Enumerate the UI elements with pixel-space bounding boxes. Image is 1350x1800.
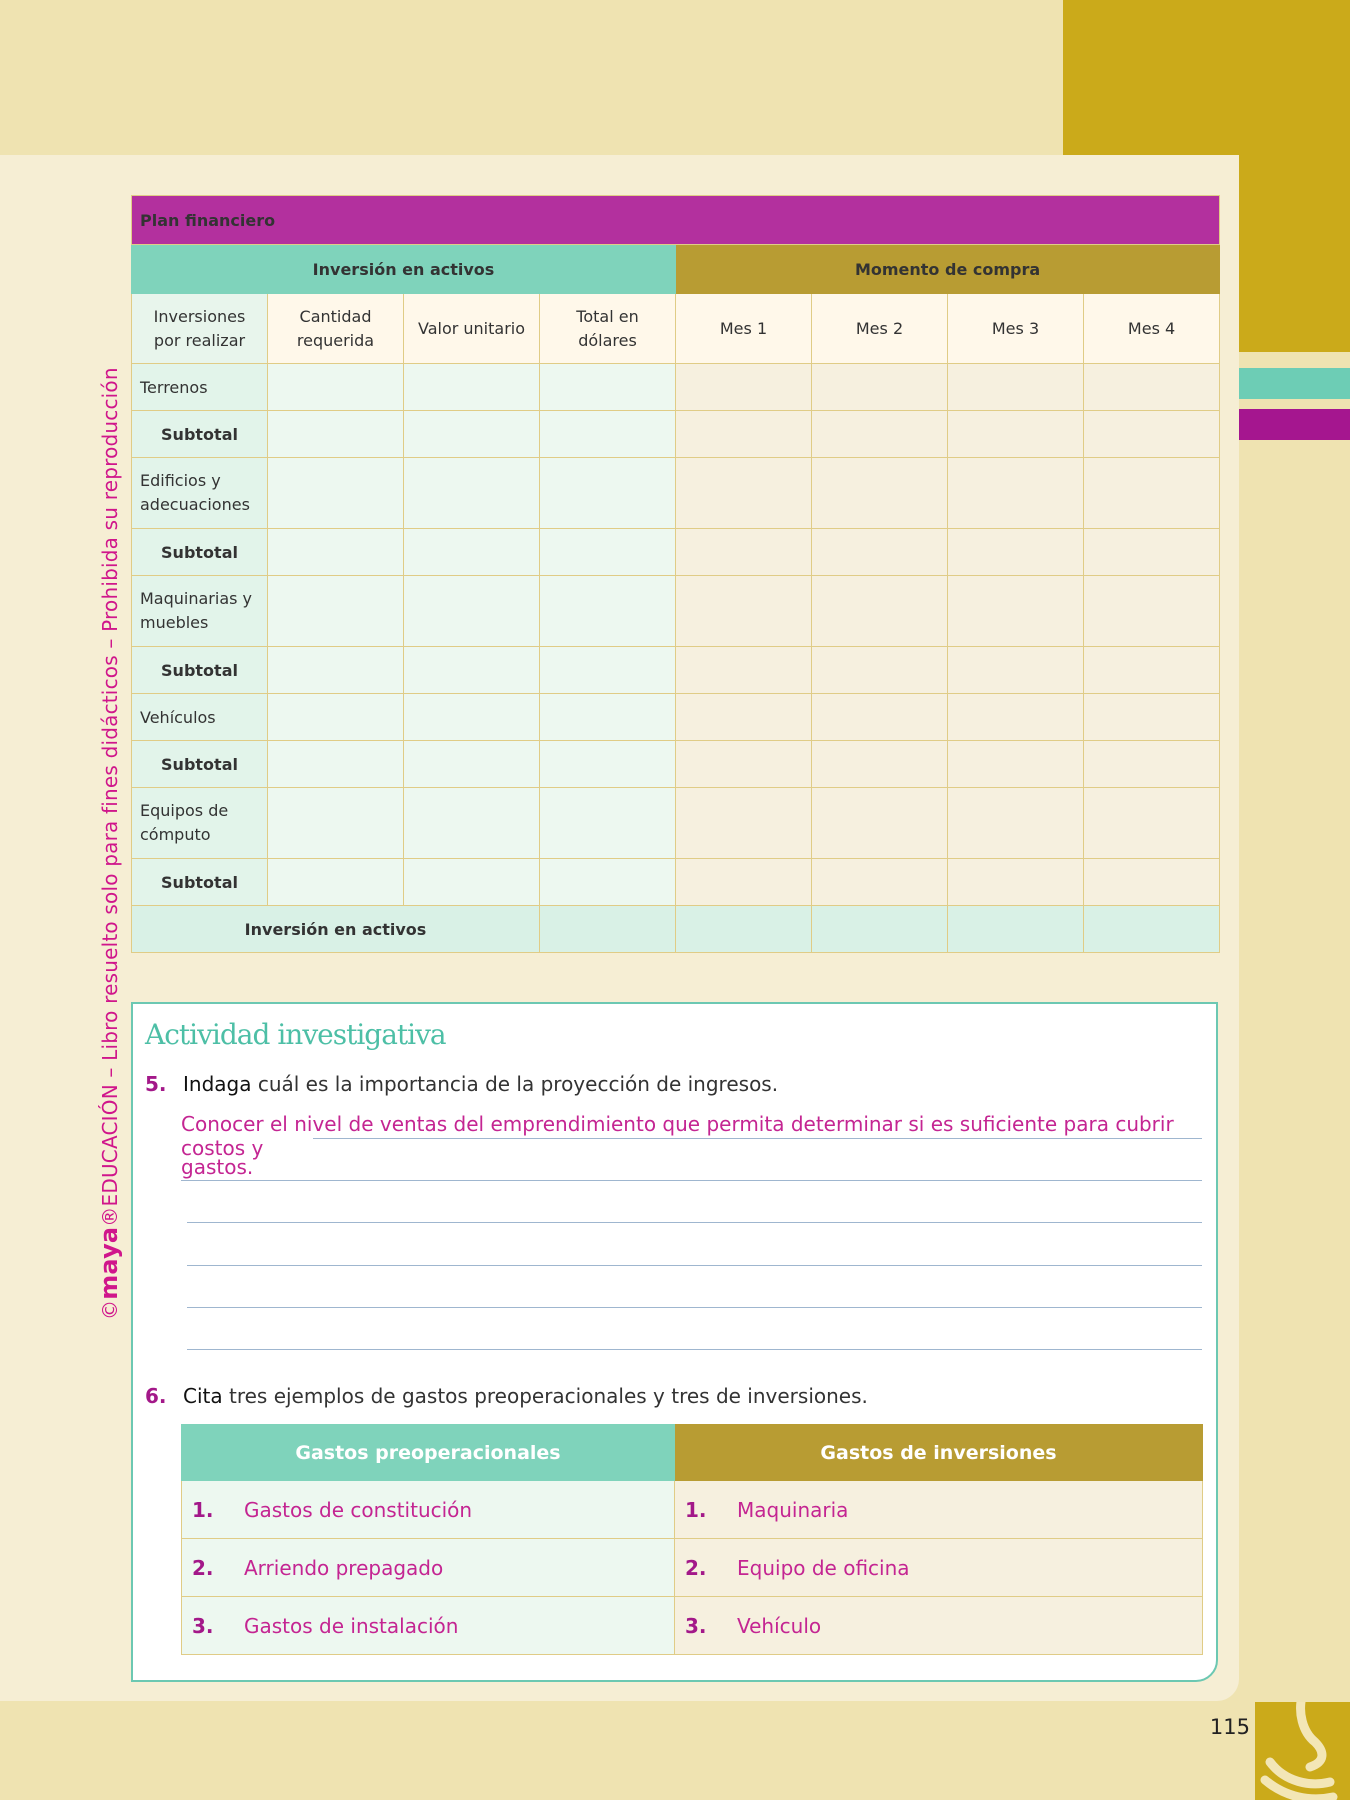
item-number: 3. — [685, 1613, 707, 1638]
column-header: Mes 3 — [948, 294, 1084, 364]
input-cell[interactable] — [1084, 906, 1220, 953]
input-cell[interactable] — [676, 411, 812, 458]
question-keyword: Indaga — [183, 1072, 252, 1096]
input-cell[interactable] — [676, 576, 812, 647]
question-number: 5. — [145, 1072, 167, 1096]
item-text: Gastos de constitución — [244, 1497, 473, 1522]
input-cell[interactable] — [268, 529, 404, 576]
table-row — [132, 364, 1220, 411]
input-cell[interactable] — [268, 364, 404, 411]
preoperational-cell[interactable] — [182, 1597, 675, 1655]
table-row — [132, 458, 1220, 529]
input-cell[interactable] — [676, 906, 812, 953]
table-row — [132, 576, 1220, 647]
input-cell[interactable] — [948, 741, 1084, 788]
input-cell[interactable] — [948, 529, 1084, 576]
item-text: Gastos de instalación — [244, 1613, 459, 1638]
subtotal-row — [132, 529, 1220, 576]
subtotal-row — [132, 741, 1220, 788]
subtotal-row — [132, 859, 1220, 906]
item-text: Arriendo prepagado — [244, 1555, 444, 1580]
input-cell[interactable] — [1084, 529, 1220, 576]
column-header: Valor unitario — [404, 294, 540, 364]
input-cell[interactable] — [404, 788, 540, 859]
table-row — [132, 694, 1220, 741]
input-cell[interactable] — [268, 859, 404, 906]
row-label: Maquinarias y muebles — [132, 576, 268, 647]
table-row — [182, 1539, 1203, 1597]
answer-line-1[interactable]: Conocer el nivel de ventas del emprendimiento que permita determinar si es suficiente para cubrir costos y — [181, 1112, 1174, 1160]
input-cell[interactable] — [404, 741, 540, 788]
input-cell[interactable] — [812, 647, 948, 694]
column-header: Mes 4 — [1084, 294, 1220, 364]
group-header-investment: Inversión en activos — [132, 245, 676, 294]
input-cell[interactable] — [948, 411, 1084, 458]
row-label: Terrenos — [132, 364, 268, 411]
column-header-preoperational: Gastos preoperacionales — [182, 1425, 675, 1481]
item-text: Equipo de oficina — [737, 1555, 910, 1580]
item-number: 1. — [685, 1497, 707, 1522]
plan-financiero-table — [131, 195, 1220, 953]
question-5 — [145, 1072, 778, 1096]
total-row — [132, 906, 1220, 953]
item-text: Maquinaria — [737, 1497, 849, 1522]
input-cell[interactable] — [540, 741, 676, 788]
input-cell[interactable] — [948, 458, 1084, 529]
column-header: Inversiones por realizar — [132, 294, 268, 364]
input-cell[interactable] — [1084, 788, 1220, 859]
subtotal-label: Subtotal — [132, 741, 268, 788]
copyright-sidebar — [95, 367, 123, 1320]
input-cell[interactable] — [404, 529, 540, 576]
input-cell[interactable] — [812, 859, 948, 906]
writing-line — [313, 1138, 1202, 1139]
input-cell[interactable] — [540, 411, 676, 458]
activity-title: Actividad investigativa — [145, 1018, 446, 1051]
row-label: Vehículos — [132, 694, 268, 741]
question-text: tres ejemplos de gastos preoperacionales y tres de inversiones. — [222, 1384, 868, 1408]
input-cell[interactable] — [676, 458, 812, 529]
table-row — [132, 788, 1220, 859]
item-text: Vehículo — [737, 1613, 822, 1638]
copyright-text: ®EDUCACIÓN – Libro resuelto solo para fines didácticos – Prohibida su reproducción — [98, 367, 122, 1227]
input-cell[interactable] — [404, 576, 540, 647]
input-cell[interactable] — [812, 576, 948, 647]
teal-tab — [1239, 368, 1350, 399]
item-number: 2. — [192, 1555, 214, 1580]
input-cell[interactable] — [540, 576, 676, 647]
item-number: 2. — [685, 1555, 707, 1580]
row-label: Equipos de cómputo — [132, 788, 268, 859]
input-cell[interactable] — [268, 647, 404, 694]
question-keyword: Cita — [183, 1384, 223, 1408]
writing-line — [187, 1307, 1202, 1308]
input-cell[interactable] — [540, 529, 676, 576]
investment-cell[interactable] — [675, 1481, 1203, 1539]
group-header-purchase-time: Momento de compra — [676, 245, 1220, 294]
input-cell[interactable] — [812, 411, 948, 458]
input-cell[interactable] — [404, 458, 540, 529]
input-cell[interactable] — [676, 647, 812, 694]
input-cell[interactable] — [404, 411, 540, 458]
input-cell[interactable] — [540, 859, 676, 906]
subtotal-label: Subtotal — [132, 647, 268, 694]
input-cell[interactable] — [948, 859, 1084, 906]
item-number: 1. — [192, 1497, 214, 1522]
subtotal-row — [132, 411, 1220, 458]
subtotal-row — [132, 647, 1220, 694]
input-cell[interactable] — [948, 694, 1084, 741]
input-cell[interactable] — [268, 458, 404, 529]
top-band — [0, 0, 1063, 155]
input-cell[interactable] — [404, 647, 540, 694]
input-cell[interactable] — [1084, 859, 1220, 906]
input-cell[interactable] — [948, 906, 1084, 953]
input-cell[interactable] — [540, 364, 676, 411]
input-cell[interactable] — [1084, 364, 1220, 411]
input-cell[interactable] — [948, 647, 1084, 694]
column-header: Mes 2 — [812, 294, 948, 364]
brand-logo: maya — [95, 1226, 123, 1300]
input-cell[interactable] — [268, 576, 404, 647]
preoperational-cell[interactable] — [182, 1539, 675, 1597]
input-cell[interactable] — [676, 859, 812, 906]
input-cell[interactable] — [1084, 576, 1220, 647]
total-label: Inversión en activos — [132, 906, 540, 953]
preoperational-cell[interactable] — [182, 1481, 675, 1539]
investment-cell[interactable] — [675, 1539, 1203, 1597]
input-cell[interactable] — [676, 364, 812, 411]
input-cell[interactable] — [676, 741, 812, 788]
subtotal-label: Subtotal — [132, 529, 268, 576]
activity-box — [131, 1002, 1218, 1682]
input-cell[interactable] — [540, 647, 676, 694]
input-cell[interactable] — [1084, 411, 1220, 458]
column-header-investments: Gastos de inversiones — [675, 1425, 1203, 1481]
input-cell[interactable] — [1084, 694, 1220, 741]
input-cell[interactable] — [812, 741, 948, 788]
input-cell[interactable] — [540, 694, 676, 741]
input-cell[interactable] — [948, 364, 1084, 411]
magenta-tab — [1239, 409, 1350, 440]
question-number: 6. — [145, 1384, 167, 1408]
column-header: Cantidad requerida — [268, 294, 404, 364]
row-label: Edificios y adecuaciones — [132, 458, 268, 529]
input-cell[interactable] — [540, 788, 676, 859]
input-cell[interactable] — [540, 906, 676, 953]
subtotal-label: Subtotal — [132, 411, 268, 458]
copyright-prefix: © — [98, 1299, 122, 1320]
page-number: 115 — [1209, 1715, 1250, 1739]
input-cell[interactable] — [676, 529, 812, 576]
column-header: Mes 1 — [676, 294, 812, 364]
investment-cell[interactable] — [675, 1597, 1203, 1655]
input-cell[interactable] — [268, 694, 404, 741]
column-header: Total en dólares — [540, 294, 676, 364]
table-row — [182, 1597, 1203, 1655]
bottom-band — [0, 1701, 1350, 1800]
lightbulb-icon — [1255, 1702, 1350, 1800]
table-title: Plan financiero — [132, 196, 1220, 245]
item-number: 3. — [192, 1613, 214, 1638]
answer-line-2[interactable]: gastos. — [181, 1155, 254, 1179]
writing-line — [187, 1265, 1202, 1266]
expenses-table — [181, 1424, 1203, 1655]
input-cell[interactable] — [676, 694, 812, 741]
table-row — [182, 1481, 1203, 1539]
question-text: cuál es la importancia de la proyección de ingresos. — [251, 1072, 779, 1096]
input-cell[interactable] — [268, 411, 404, 458]
input-cell[interactable] — [1084, 647, 1220, 694]
input-cell[interactable] — [948, 576, 1084, 647]
input-cell[interactable] — [812, 529, 948, 576]
input-cell[interactable] — [812, 906, 948, 953]
input-cell[interactable] — [812, 694, 948, 741]
input-cell[interactable] — [812, 364, 948, 411]
input-cell[interactable] — [812, 788, 948, 859]
input-cell[interactable] — [812, 458, 948, 529]
input-cell[interactable] — [404, 694, 540, 741]
subtotal-label: Subtotal — [132, 859, 268, 906]
input-cell[interactable] — [676, 788, 812, 859]
question-6 — [145, 1384, 868, 1408]
input-cell[interactable] — [540, 458, 676, 529]
input-cell[interactable] — [404, 859, 540, 906]
input-cell[interactable] — [268, 788, 404, 859]
input-cell[interactable] — [948, 788, 1084, 859]
writing-line — [187, 1222, 1202, 1223]
writing-line — [187, 1349, 1202, 1350]
writing-line — [181, 1180, 1202, 1181]
input-cell[interactable] — [268, 741, 404, 788]
input-cell[interactable] — [404, 364, 540, 411]
input-cell[interactable] — [1084, 741, 1220, 788]
input-cell[interactable] — [1084, 458, 1220, 529]
